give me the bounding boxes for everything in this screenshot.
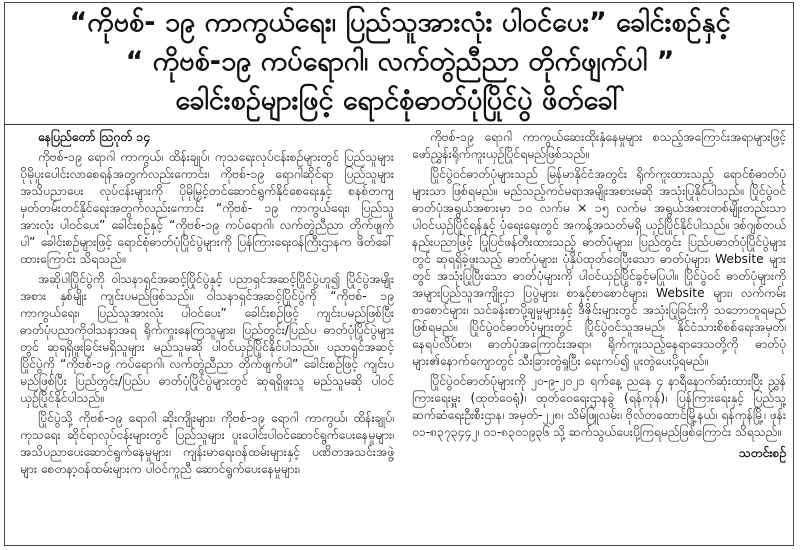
paragraph: အဆိုပါပြိုင်ပွဲကို ဝါသနာရှင်အဆင့်ပြိုင်ပွဲနှင့် ပညာရှင်အဆင့်ပြိုင်ပွဲဟူ၍ ပြိုင်ပွဲအမျိုးအစား နှစ်မျိုး ကျင်းပမည်ဖြစ်သည်။ ဝါသနာရှင်အဆင့်ပြိုင်ပွဲကို “ကိုဗစ်- ၁၉ ကာကွယ်ရေး၊ ပြည်သူအားလုံး ပါဝင်ပေး” ခေါင်းစဉ်ဖြင့် ကျင်းပမည်ဖြစ်ပြီး ဓာတ်ပုံပညာကိုဝါသနာအရ ရိုက်ကူးနေကြသူများ၊ ပြည်တွင်း/ပြည်ပ ဓာတ်ပုံပြိုင်ပွဲများတွင် ဆုရရှိဖူးခြင်းမရှိသူများ မည်သူမဆို ပါဝင်ယှဉ်ပြိုင်နိုင်ပါသည်။ ပညာရှင်အဆင့် ပြိုင်ပွဲကို “ကိုဗစ်-၁၉ ကပ်ရောဂါ၊ လက်တွဲညီညာ တိုက်ဖျက်ပါ” ခေါင်းစဉ်ဖြင့် ကျင်းပမည်ဖြစ်ပြီး ပြည်တွင်း/ပြည်ပ ဓာတ်ပုံပြိုင်ပွဲများတွင် ဆုရရှိဖူးသူ မည်သူမဆို ပါဝင်ယှဉ်ပြိုင်နိုင်ပါသည်။ <box>20 272 394 405</box>
headline-line-1: “ကိုဗစ်- ၁၉ ကာကွယ်ရေး၊ ပြည်သူအားလုံး ပါဝင်ပေး” ခေါင်းစဉ်နှင့် <box>69 7 731 38</box>
headline-line-2: “ ကိုဗစ်-၁၉ ကပ်ရောဂါ၊ လက်တွဲညီညာ တိုက်ဖျက်ပါ ” <box>125 46 675 77</box>
paragraph: ကိုဗစ်-၁၉ ရောဂါ ကာကွယ်၊ ထိန်းချုပ်၊ ကုသရေးလုပ်ငန်းစဉ်များတွင် ပြည်သူများ ပိုမိုပူးပေါင်းလာစေရန်အတွက်လည်းကောင်း၊ ကိုဗစ်-၁၉ ရောဂါဆိုင်ရာ ပြည်သူများအသိပညာပေး လုပ်ငန်းများကို ပိုမိုမြှင့်တင်ဆောင်ရွက်နိုင်စေရေးနှင့် စနစ်တကျ မှတ်တမ်းတင်နိုင်ရေးအတွက်လည်းကောင်း “ကိုဗစ်- ၁၉ ကာကွယ်ရေး၊ ပြည်သူအားလုံး ပါဝင်ပေး” ခေါင်းစဉ်နှင့် “ကိုဗစ်-၁၉ ကပ်ရောဂါ၊ လက်တွဲညီညာ တိုက်ဖျက်ပါ” ခေါင်းစဉ်များဖြင့် ရောင်စုံဓာတ်ပုံပြိုင်ပွဲများကို ပြန်ကြားရေးဝန်ကြီးဌာနက ဖိတ်ခေါ်ထားကြောင်း သိရသည်။ <box>20 150 394 266</box>
dateline: နေပြည်တော် ဩဂုတ် ၁၄ <box>38 130 151 144</box>
article-column-right <box>412 129 786 541</box>
paragraph: ကိုဗစ်-၁၉ ရောဂါ ကာကွယ်ဆေးထိုးနှံနေမှုများ စသည့်အကြောင်းအရာများဖြင့် ဖော်ညွှန်းရိုက်ကူးယှဉ်ပြိုင်ရမည်ဖြစ်သည်။ <box>412 130 786 161</box>
paragraph: ပြိုင်ပွဲဝင်ဓာတ်ပုံများကို ၂၀-၉-၂၀၂၁ ရက်နေ့ ညနေ ၄ နာရီနောက်ဆုံးထားပြီး ညွှန်ကြားရေးမှူး (ထုတ်ဝေရုံ)၊ ထုတ်ဝေရေးဌာနခွဲ (ရန်ကုန်)၊ ပြန်ကြားရေးနှင့် ပြည်သူ့ဆက်ဆံရေးဦးစီးဌာန၊ အမှတ်-၂၂၈၊ သိမ်ဖြူလမ်း၊ ဗိုလ်တထောင်မြို့နယ်၊ ရန်ကုန်မြို့၊ ဖုန်း ၀၁-၈၃၇၃၄၄၂၊ ၀၁-၈၃၀၁၉၃၆ သို့ ဆက်သွယ်ပေးပို့ကြရမည်ဖြစ်ကြောင်း သိရသည်။ <box>412 374 786 439</box>
paragraph: ပြိုင်ပွဲသို့ ကိုဗစ်-၁၉ ရောဂါ ဆိုးကျိုးများ၊ ကိုဗစ်-၁၉ ရောဂါ ကာကွယ်၊ ထိန်းချုပ်၊ ကုသရေး ဆိုင်ရာလုပ်ငန်းများတွင် ပြည်သူများ ပူးပေါင်းပါဝင်ဆောင်ရွက်ပေးနေမှုများ၊ အသိပညာပေးဆောင်ရွက်နေမှုများ၊ ကျန်းမာရေးဝန်ထမ်းများနှင့် ပဏိတအသင်းအဖွဲ့များ စေတနာ့ဝန်ထမ်းများက ပါဝင်ကူညီ ဆောင်ရွက်ပေးနေမှုများ၊ <box>20 411 394 476</box>
headline-divider <box>4 124 794 125</box>
headline-line-3: ခေါင်းစဉ်များဖြင့် ရောင်စုံဓာတ်ပုံပြိုင်ပွဲ ဖိတ်ခေါ် <box>175 85 625 116</box>
paragraph: ပြိုင်ပွဲဝင်ဓာတ်ပုံများသည် မြန်မာနိုင်ငံအတွင်း ရိုက်ကူးထားသည့် ရောင်စုံဓာတ်ပုံများသာ ဖြစ်ရမည်။ မည်သည့်ကင်မရာအမျိုးအစားမဆို အသုံးပြုနိုင်ပါသည်။ ပြိုင်ပွဲဝင် ဓာတ်ပုံအရွယ်အစားမှာ ၁၀ လက်မ × ၁၅ လက်မ အရွယ်အစားတစ်မျိုးတည်းသာ ပါဝင်ယှဉ်ပြိုင်ရန်နှင့် ပုံရေးရေးတွင် အကန့်အသတ်မရှိ ယှဉ်ပြိုင်နိုင်ပါသည်။ ဒစ်ဂျစ်တယ်နည်းပညာဖြင့် ပြုပြင်ဖန်တီးထားသည့် ဓာတ်ပုံများ၊ ပြည်တွင်း ပြည်ပဓာတ်ပုံပြိုင်ပွဲများတွင် ဆုရရှိခဲ့ဖူးသည့် ဓာတ်ပုံများ၊ ပုံနှိပ်ထုတ်ဝေပြီးသော ဓာတ်ပုံများ၊ Website များတွင် အသုံးပြုပြီးသော ဓာတ်ပုံများကို ပါဝင်ယှဉ်ပြိုင်ခွင့်မပြုပါ။ ပြိုင်ပွဲဝင် ဓာတ်ပုံများကို အများပြည်သူအကျိုးငှာ ပြပွဲများ၊ စာနှင့်စာစောင်များ၊ Website များ၊ လက်ကမ်းစာစောင်များ၊ သင်ခန်းစာပို့ချမှုများနှင့် ဒီဇိုင်းများတွင် အသုံးပြုခြင်းကို သဘောတူရမည် ဖြစ်ရမည်။ ပြိုင်ပွဲဝင်ဓာတ်ပုံများတွင် ပြိုင်ပွဲဝင်သူအမည်၊ နိုင်ငံသားစိစစ်ရေးအမှတ်၊ နေရပ်လိပ်စာ၊ ဓာတ်ပုံအကြောင်းအရာ၊ ရိုက်ကူးသည့်နေရာဒေသတို့ကို ဓာတ်ပုံများ၏နောက်ကျောတွင် သီးခြားတွဲရှုပြီး ရေးကပ်၍ ပူးတွဲပေးပို့ရမည်။ <box>412 167 786 368</box>
byline: သတင်းစဉ် <box>738 446 786 460</box>
article-column-left <box>20 129 394 541</box>
